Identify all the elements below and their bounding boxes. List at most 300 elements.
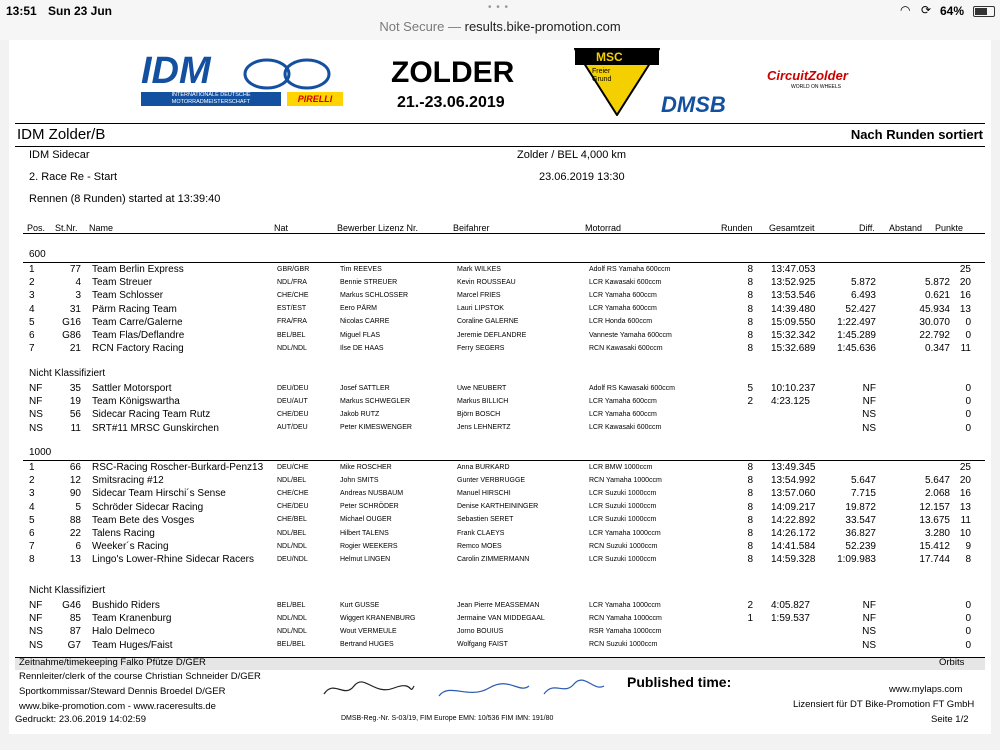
cell-moto: LCR Kawasaki 600ccm: [589, 424, 662, 432]
cell-bei: Denise KARTHEININGER: [457, 503, 539, 511]
security-label: Not Secure —: [379, 19, 461, 34]
cell-abst: 15.412: [919, 541, 950, 553]
timekeeping: Zeitnahme/timekeeping Falko Pfütze D/GER: [19, 657, 206, 668]
cell-rnd: 8: [747, 316, 753, 328]
idm-sub1: INTERNATIONALE DEUTSCHE: [171, 92, 251, 98]
cell-nat: CHE/DEU: [277, 410, 309, 418]
cell-nat: NDL/NDL: [277, 627, 307, 635]
cell-pkt: 13: [959, 501, 971, 513]
battery-percent: 64%: [940, 4, 965, 18]
page-number: Seite 1/2: [931, 714, 969, 725]
col-header-rnd: Runden: [721, 223, 753, 233]
cell-bew: Michael OUGER: [340, 516, 392, 524]
cell-nr: 11: [70, 422, 81, 434]
mylaps-url: www.mylaps.com: [889, 684, 963, 695]
cell-bew: Nicolas CARRE: [340, 318, 390, 326]
cell-rnd: 8: [747, 514, 753, 526]
cell-nr: 13: [69, 554, 81, 566]
cell-nr: 35: [69, 383, 81, 394]
cell-pkt: 11: [960, 514, 971, 526]
results-sheet: [9, 40, 991, 734]
cell-bew: Eero PÄRM: [340, 305, 377, 313]
cell-name: Team Streuer: [92, 277, 153, 289]
col-header-pkt: Punkte: [935, 223, 964, 233]
cell-name: Lingo's Lower-Rhine Sidecar Racers: [92, 554, 254, 566]
msc-logo: [574, 48, 660, 116]
cell-nat: NDL/NDL: [277, 344, 307, 352]
cell-bei: Jeremie DEFLANDRE: [457, 331, 527, 339]
report-title: IDM Zolder/B: [17, 126, 106, 143]
cell-pos: NS: [29, 626, 43, 638]
cell-rnd: 8: [747, 303, 753, 315]
cell-bei: Remco MOES: [457, 542, 502, 550]
cell-bew: Wout VERMEULE: [340, 627, 397, 635]
address-bar[interactable]: [0, 19, 1000, 34]
cell-abst: 5.872: [924, 277, 950, 289]
cell-nat: NDL/BEL: [277, 476, 307, 484]
cell-bew: Tim REEVES: [340, 265, 382, 273]
rotation-lock-icon: ⟳: [921, 3, 932, 17]
cell-time: 14:22.892: [771, 514, 816, 526]
cell-rnd: 8: [747, 488, 753, 500]
cell-rnd: 8: [747, 541, 753, 553]
device-status-bar: [0, 0, 1000, 40]
cell-nr: 4: [75, 277, 81, 289]
cell-moto: RSR Yamaha 1000ccm: [589, 627, 662, 635]
cell-name: Talens Racing: [92, 528, 155, 539]
motorbike-icon: [237, 52, 337, 92]
cell-abst: 17.744: [919, 554, 950, 566]
cell-bew: Andreas NUSBAUM: [340, 489, 404, 497]
cell-nr: G86: [62, 330, 81, 341]
event-title: ZOLDER: [391, 56, 515, 89]
cell-pos: NS: [29, 422, 43, 434]
cell-bei: Gunter VERBRUGGE: [457, 476, 526, 484]
cell-moto: RCN Kawasaki 600ccm: [589, 344, 663, 352]
cell-name: RSC-Racing Roscher-Burkard-Penz13: [92, 462, 264, 473]
cell-rnd: 8: [747, 330, 753, 341]
cell-nat: CHE/CHE: [277, 291, 309, 299]
cell-time: 14:59.328: [771, 554, 816, 566]
cell-name: Team Schlosser: [92, 290, 164, 302]
cell-abst: 13.675: [919, 514, 950, 526]
cell-nat: EST/EST: [277, 305, 307, 313]
race-start: Rennen (8 Runden) started at 13:39:40: [29, 193, 221, 205]
cell-moto: RCN Suzuki 1000ccm: [589, 641, 658, 649]
cell-nat: CHE/BEL: [277, 516, 307, 524]
cell-bei: Jermaine VAN MIDDEGAAL: [457, 614, 545, 622]
section-label: Nicht Klassifiziert: [29, 585, 106, 596]
idm-logo-text: IDM: [141, 50, 211, 92]
cell-bew: John SMITS: [340, 476, 379, 484]
cell-diff: 1:45.636: [837, 343, 876, 355]
cell-pkt: 0: [965, 639, 971, 651]
cell-nr: 66: [69, 462, 81, 473]
cell-diff: 1:09.983: [837, 554, 876, 566]
cell-nr: G7: [67, 639, 81, 651]
cell-nat: GBR/GBR: [277, 265, 310, 273]
cell-diff: NF: [862, 396, 876, 408]
cell-pkt: 8: [965, 554, 971, 566]
cell-name: Team Königswartha: [92, 396, 180, 408]
cell-nr: 56: [69, 409, 81, 421]
cell-time: 13:53.546: [771, 290, 816, 302]
cell-name: Team Bete des Vosges: [92, 514, 195, 526]
cell-bei: Ferry SEGERS: [457, 344, 505, 352]
cell-moto: LCR Suzuki 1000ccm: [589, 555, 657, 563]
cell-pkt: 0: [965, 422, 971, 434]
cell-name: Team Berlin Express: [92, 264, 184, 275]
cell-pkt: 0: [965, 396, 971, 408]
wifi-icon: ◠: [900, 3, 911, 17]
cell-diff: 52.239: [845, 541, 876, 553]
cell-time: 13:57.060: [771, 488, 816, 500]
cell-name: Pärm Racing Team: [92, 303, 177, 315]
cell-bew: Miguel FLAS: [340, 331, 381, 339]
col-header-abst: Abstand: [889, 223, 923, 233]
cell-nat: CHE/DEU: [277, 503, 309, 511]
cell-nat: CHE/CHE: [277, 489, 309, 497]
cell-rnd: 8: [747, 475, 753, 487]
printed-date: Gedruckt: 23.06.2019 14:02:59: [15, 714, 146, 725]
cell-pkt: 0: [965, 409, 971, 421]
cell-bei: Jorno BOUIUS: [457, 627, 504, 635]
cell-time: 13:52.925: [771, 277, 816, 289]
col-header-gesamt: Gesamtzeit: [769, 223, 815, 233]
cell-pos: 4: [29, 501, 35, 513]
cell-pkt: 10: [959, 528, 971, 539]
cell-nr: 19: [69, 396, 81, 408]
cell-pos: 2: [29, 277, 35, 289]
idm-subtitle: [141, 92, 281, 106]
section-label: 1000: [29, 447, 52, 458]
cell-pos: 4: [29, 303, 35, 315]
cell-bew: Jakob RUTZ: [340, 410, 380, 418]
cell-bew: Rogier WEEKERS: [340, 542, 398, 550]
date: Sun 23 Jun: [48, 4, 113, 18]
cell-pkt: 0: [965, 613, 971, 625]
cell-diff: 52.427: [845, 303, 876, 315]
cell-pos: 1: [29, 462, 35, 473]
cell-moto: Vanneste Yamaha 600ccm: [589, 331, 672, 339]
cell-nr: 12: [69, 475, 81, 487]
col-header-stnr: St.Nr.: [55, 223, 78, 233]
cell-diff: NF: [862, 613, 876, 625]
cell-time: 15:32.689: [771, 343, 816, 355]
cell-bew: Mike ROSCHER: [340, 463, 392, 471]
cell-rnd: 8: [747, 343, 753, 355]
cell-bei: Björn BOSCH: [457, 410, 501, 418]
msc-grund: Grund: [592, 76, 612, 83]
cell-pkt: 16: [959, 290, 971, 302]
cell-moto: LCR Yamaha 600ccm: [589, 305, 657, 313]
cell-moto: LCR Kawasaki 600ccm: [589, 278, 662, 286]
cell-bew: Markus SCHLOSSER: [340, 291, 409, 299]
cell-pos: 5: [29, 316, 35, 328]
cell-diff: 1:22.497: [837, 316, 876, 328]
cell-pkt: 11: [960, 343, 971, 355]
cell-pkt: 20: [959, 277, 971, 289]
event-dates: 21.-23.06.2019: [397, 94, 505, 111]
idm-logo: [137, 48, 347, 108]
cell-bei: Sebastien SERET: [457, 516, 514, 524]
cell-name: Team Huges/Faist: [92, 639, 173, 651]
cell-pkt: 0: [965, 600, 971, 611]
circuit-zolder-sub: WORLD ON WHEELS: [791, 84, 842, 90]
cell-bei: Manuel HIRSCHI: [457, 489, 511, 497]
col-header-bew: Bewerber Lizenz Nr.: [337, 223, 419, 233]
cell-pkt: 25: [959, 462, 971, 473]
cell-diff: 5.647: [850, 475, 876, 487]
cell-nr: 22: [69, 528, 81, 539]
cell-nat: DEU/AUT: [277, 397, 308, 405]
cell-pos: NF: [29, 396, 43, 408]
cell-name: Weeker´s Racing: [92, 541, 169, 553]
cell-diff: 19.872: [845, 501, 876, 513]
cell-bew: Bertrand HUGES: [340, 641, 394, 649]
cell-name: Schröder Sidecar Racing: [92, 501, 204, 513]
cell-name: Halo Delmeco: [92, 626, 155, 638]
clerk: Rennleiter/clerk of the course Christian Schneider D/GER: [19, 671, 261, 682]
cell-rnd: 2: [747, 396, 753, 408]
cell-bei: Marcel FRIES: [457, 291, 501, 299]
cell-moto: RCN Suzuki 1000ccm: [589, 542, 658, 550]
cell-abst: 30.070: [919, 316, 950, 328]
cell-name: Team Carre/Galerne: [92, 316, 183, 328]
cell-nat: AUT/DEU: [277, 424, 308, 432]
cell-nr: 6: [75, 541, 81, 553]
cell-moto: LCR Yamaha 1000ccm: [589, 601, 661, 609]
cell-time: 13:54.992: [771, 475, 816, 487]
cell-diff: 5.872: [850, 277, 876, 289]
cell-bew: Helmut LINGEN: [340, 555, 391, 563]
cell-abst: 0.347: [924, 343, 950, 355]
dmsb-reg: DMSB-Reg.-Nr. S-03/19, FIM Europe EMN: 10/536 FIM IMN: 191/80: [341, 715, 554, 722]
cell-time: 13:47.053: [771, 264, 816, 275]
url-text: results.bike-promotion.com: [464, 19, 621, 34]
col-header-nat: Nat: [274, 223, 289, 233]
msc-text: MSC: [596, 50, 623, 64]
cell-pkt: 0: [965, 626, 971, 638]
cell-name: Sidecar Team Hirschi´s Sense: [92, 488, 226, 500]
cell-pos: 8: [29, 554, 35, 566]
cell-abst: 2.068: [924, 488, 950, 500]
cell-pkt: 0: [965, 316, 971, 328]
cell-nat: BEL/BEL: [277, 331, 306, 339]
cell-bew: Peter SCHRÖDER: [340, 503, 399, 511]
cell-bew: Ilse DE HAAS: [340, 344, 384, 352]
cell-diff: NF: [862, 600, 876, 611]
cell-diff: 1:45.289: [837, 330, 876, 341]
cell-pos: NF: [29, 600, 43, 611]
cell-name: RCN Factory Racing: [92, 343, 184, 355]
cell-pos: 6: [29, 330, 35, 341]
dmsb-logo: DMSB: [661, 92, 726, 117]
cell-nat: BEL/BEL: [277, 601, 306, 609]
cell-nat: NDL/FRA: [277, 278, 307, 286]
cell-pos: NS: [29, 409, 43, 421]
cell-moto: LCR Suzuki 1000ccm: [589, 489, 657, 497]
circuit-zolder-logo: CircuitZolder: [767, 68, 848, 83]
cell-nr: 21: [69, 343, 81, 355]
cell-moto: LCR Suzuki 1000ccm: [589, 516, 657, 524]
cell-diff: 33.547: [845, 514, 876, 526]
cell-abst: 12.157: [919, 501, 950, 513]
cell-pkt: 25: [959, 264, 971, 275]
cell-nr: 85: [69, 613, 81, 625]
cell-name: Smitsracing #12: [92, 475, 164, 487]
cell-moto: LCR Yamaha 1000ccm: [589, 529, 661, 537]
section-label: Nicht Klassifiziert: [29, 368, 106, 379]
cell-moto: Adolf RS Kawasaki 600ccm: [589, 384, 675, 392]
cell-abst: 45.934: [919, 303, 950, 315]
cell-nat: FRA/FRA: [277, 318, 307, 326]
pirelli-logo: PIRELLI: [287, 92, 343, 106]
cell-pkt: 20: [959, 475, 971, 487]
websites: www.bike-promotion.com - www.raceresults.de: [19, 701, 216, 712]
cell-moto: RCN Yamaha 1000ccm: [589, 614, 662, 622]
cell-nr: 88: [69, 514, 81, 526]
cell-bei: Frank CLAEYS: [457, 529, 505, 537]
cell-time: 15:09.550: [771, 316, 816, 328]
cell-pos: 7: [29, 541, 35, 553]
cell-nat: DEU/NDL: [277, 555, 308, 563]
published-time: Published time:: [627, 674, 732, 690]
race-date: 23.06.2019 13:30: [539, 171, 625, 183]
cell-bew: Markus SCHWEGLER: [340, 397, 411, 405]
cell-pkt: 0: [965, 330, 971, 341]
cell-nr: 90: [69, 488, 81, 500]
cell-time: 1:59.537: [771, 613, 810, 625]
cell-diff: 36.827: [845, 528, 876, 539]
report-header: [15, 123, 985, 147]
cell-time: 15:32.342: [771, 330, 816, 341]
cell-rnd: 8: [747, 264, 753, 275]
cell-time: 14:41.584: [771, 541, 816, 553]
cell-diff: 6.493: [850, 290, 876, 302]
cell-bei: Wolfgang FAIST: [457, 641, 508, 649]
cell-rnd: 8: [747, 554, 753, 566]
cell-name: Team Kranenburg: [92, 613, 172, 625]
cell-time: 14:39.480: [771, 303, 816, 315]
cell-pkt: 9: [965, 541, 971, 553]
cell-pos: NS: [29, 639, 43, 651]
cell-bew: Wiggert KRANENBURG: [340, 614, 416, 622]
cell-pos: 3: [29, 488, 35, 500]
cell-bew: Kurt GUSSE: [340, 601, 380, 609]
cell-nr: 77: [69, 264, 81, 275]
cell-bei: Jean Pierre MEASSEMAN: [457, 601, 540, 609]
cell-time: 4:23.125: [771, 396, 810, 408]
cell-bei: Coraline GALERNE: [457, 318, 519, 326]
cell-pos: 3: [29, 290, 35, 302]
license: Lizensiert für DT Bike-Promotion FT GmbH: [793, 699, 975, 710]
cell-nat: NDL/NDL: [277, 614, 307, 622]
cell-pos: 1: [29, 264, 35, 275]
cell-name: Bushido Riders: [92, 600, 160, 611]
cell-bew: Hilbert TALENS: [340, 529, 389, 537]
col-header-bei: Beifahrer: [453, 223, 490, 233]
cell-pos: 5: [29, 514, 35, 526]
cell-bei: Mark WILKES: [457, 265, 501, 273]
section-label: 600: [29, 249, 46, 260]
logo-banner: [9, 40, 991, 120]
venue: Zolder / BEL 4,000 km: [517, 149, 627, 161]
cell-moto: LCR Yamaha 600ccm: [589, 291, 657, 299]
cell-time: 4:05.827: [771, 600, 810, 611]
section-rule: [23, 460, 985, 461]
cell-name: Sattler Motorsport: [92, 383, 172, 394]
column-divider: [23, 233, 985, 234]
cell-diff: NS: [862, 626, 876, 638]
cell-bei: Markus BILLICH: [457, 397, 509, 405]
cell-rnd: 8: [747, 462, 753, 473]
cell-name: Team Flas/Deflandre: [92, 330, 185, 341]
battery-icon: [973, 6, 995, 17]
cell-time: 14:26.172: [771, 528, 816, 539]
cell-moto: RCN Yamaha 1000ccm: [589, 476, 662, 484]
cell-nat: BEL/BEL: [277, 641, 306, 649]
more-dots-icon[interactable]: • • •: [488, 2, 510, 13]
cell-moto: Adolf RS Yamaha 600ccm: [589, 265, 671, 273]
cell-abst: 22.792: [919, 330, 950, 341]
orbits: Orbits: [939, 657, 965, 668]
cell-bei: Uwe NEUBERT: [457, 384, 507, 392]
cell-time: 13:49.345: [771, 462, 816, 473]
cell-moto: LCR Honda 600ccm: [589, 318, 653, 326]
cell-pkt: 16: [959, 488, 971, 500]
cell-abst: 5.647: [924, 475, 950, 487]
cell-nr: 5: [75, 501, 81, 513]
msc-freier: Freier: [592, 68, 611, 75]
cell-bei: Kevin ROUSSEAU: [457, 278, 516, 286]
cell-rnd: 2: [747, 600, 753, 611]
cell-name: SRT#11 MRSC Gunskirchen: [92, 422, 219, 434]
cell-nr: G46: [62, 600, 81, 611]
cell-bew: Josef SATTLER: [340, 384, 390, 392]
race-name: 2. Race Re - Start: [29, 171, 118, 183]
col-header-diff: Diff.: [859, 223, 875, 233]
cell-nat: DEU/CHE: [277, 463, 309, 471]
cell-moto: LCR Suzuki 1000ccm: [589, 503, 657, 511]
cell-nr: 31: [69, 303, 81, 315]
cell-bei: Jens LEHNERTZ: [457, 424, 511, 432]
cell-time: 14:09.217: [771, 501, 816, 513]
cell-abst: 0.621: [924, 290, 950, 302]
idm-sub2: MOTORRADMEISTERSCHAFT: [171, 99, 251, 105]
clock: 13:51: [6, 4, 37, 18]
cell-nat: DEU/DEU: [277, 384, 309, 392]
cell-bew: Bennie STREUER: [340, 278, 398, 286]
cell-rnd: 5: [747, 383, 753, 394]
col-header-name: Name: [89, 223, 114, 233]
cell-pos: 2: [29, 475, 35, 487]
cell-diff: NS: [862, 422, 876, 434]
cell-rnd: 8: [747, 277, 753, 289]
cell-name: Sidecar Racing Team Rutz: [92, 409, 211, 421]
steward: Sportkommissar/Steward Dennis Broedel D/GER: [19, 686, 226, 697]
cell-nr: 3: [75, 290, 81, 302]
col-header-pos: Pos.: [27, 223, 46, 233]
cell-pkt: 13: [959, 303, 971, 315]
cell-pos: 7: [29, 343, 35, 355]
class-name: IDM Sidecar: [29, 149, 90, 161]
cell-bei: Anna BURKARD: [457, 463, 510, 471]
cell-abst: 3.280: [924, 528, 950, 539]
col-header-moto: Motorrad: [585, 223, 622, 233]
cell-rnd: 8: [747, 528, 753, 539]
cell-diff: NS: [862, 409, 876, 421]
